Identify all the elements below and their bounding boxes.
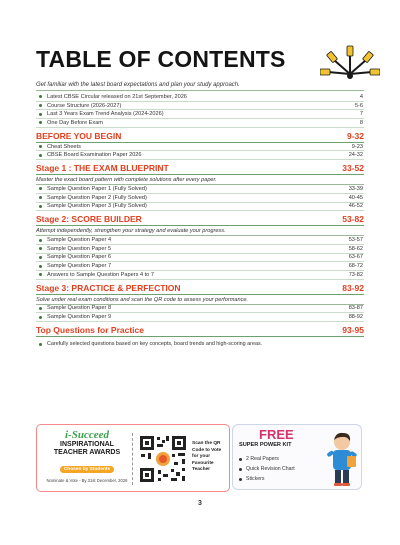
item-label: One Day Before Exam [47,119,103,126]
intro-text: Get familiar with the latest board expectations and plan your study approach. [36,82,364,91]
item-page: 73-82 [348,271,363,278]
list-item[interactable] [36,102,364,111]
bullet-icon [39,121,42,124]
section-title: Stage 2: SCORE BUILDER [36,214,142,225]
list-item [239,454,295,464]
award-info [43,429,131,483]
dashed-divider [132,433,133,485]
item-label: Sample Question Paper 2 (Fully Solved) [47,194,147,201]
item-page: 63-67 [348,254,363,261]
super-power-kit-card[interactable] [232,424,362,490]
kit-item-label: Quick Revision Chart [246,466,295,472]
item-page: 46-52 [348,203,363,210]
list-item [239,464,295,474]
list-item[interactable] [36,110,364,119]
bullet-icon [39,205,42,208]
section-subtitle: Solve under real exam conditions and scan the QR code to assess your performance. [36,295,364,305]
item-label: Latest CBSE Circular released on 21st September, 2026 [47,93,187,100]
bullet-icon [39,256,42,259]
item-page: 5-6 [354,102,363,109]
nominate-text: Nominate & Vote - By 31st December, 2026 [46,478,128,483]
usb-cables-illustration [320,34,380,84]
list-item[interactable] [36,203,364,212]
bullet-icon [39,145,42,148]
item-label: Cheat Sheets [47,143,81,150]
list-item[interactable] [36,262,364,271]
bullet-icon [239,458,242,461]
item-label: Sample Question Paper 5 [47,245,112,252]
student-illustration [323,430,361,488]
bullet-icon [39,113,42,116]
item-label: CBSE Board Examination Paper 2026 [47,152,142,159]
list-item[interactable] [36,245,364,254]
section-title: Top Questions for Practice [36,325,145,335]
page-number: 3 [198,500,202,507]
kit-subtitle: SUPER POWER KIT [239,442,292,448]
list-item[interactable] [36,143,364,152]
bullet-icon [39,104,42,107]
bullet-icon [39,154,42,157]
kit-item-label: 2 Real Papers [246,456,279,462]
list-item[interactable] [36,305,364,314]
brand-logo: i-Succeed [65,429,109,441]
list-item[interactable] [36,119,364,128]
award-title-line1: INSPIRATIONAL [60,441,114,448]
intro-list [36,93,364,128]
bullet-icon [39,265,42,268]
item-label: Sample Question Paper 1 (Fully Solved) [47,185,147,192]
toc [36,82,364,349]
bullet-icon [39,316,42,319]
page-title: TABLE OF CONTENTS [36,46,286,72]
item-page: 83-87 [348,305,363,312]
list-item[interactable] [36,93,364,102]
section-stage-1[interactable] [36,163,364,175]
section-title: BEFORE YOU BEGIN [36,130,122,141]
chosen-badge: Chosen by Students [60,466,114,473]
item-page: 68-72 [348,263,363,270]
bullet-icon [39,247,42,250]
list-item[interactable] [36,313,364,322]
bullet-icon [39,239,42,242]
note-text: Carefully selected questions based on key concepts, board trends and high-scoring areas. [47,341,263,347]
scan-instruction: Scan the QR Code to Vote for your Favourite Teacher [192,441,222,472]
item-page: 24-32 [348,152,363,159]
section-before-you-begin[interactable] [36,131,364,143]
bullet-icon [39,95,42,98]
section-pages: 33-52 [342,163,364,174]
item-label: Sample Question Paper 9 [47,314,112,321]
item-label: Sample Question Paper 6 [47,254,112,261]
bullet-icon [239,478,242,481]
bullet-icon [39,187,42,190]
item-label: Sample Question Paper 4 [47,237,112,244]
bullet-icon [39,273,42,276]
teacher-awards-banner[interactable] [36,424,230,492]
section-pages: 9-32 [346,130,364,141]
item-page: 9-23 [351,143,363,150]
list-item[interactable] [36,151,364,160]
item-page: 33-39 [348,185,363,192]
item-page: 8 [359,119,363,126]
top-questions-note [36,339,364,349]
section-stage-3[interactable] [36,283,364,295]
item-page: 40-45 [348,194,363,201]
section-title: Stage 1 : THE EXAM BLUEPRINT [36,163,169,174]
item-label: Sample Question Paper 7 [47,263,112,270]
list-item[interactable] [36,185,364,194]
item-page: 53-57 [348,237,363,244]
list-item[interactable] [36,194,364,203]
section-subtitle: Attempt independently, strengthen your strategy and evaluate your progress. [36,226,364,236]
item-label: Course Structure (2026-2027) [47,102,122,109]
bullet-icon [39,196,42,199]
item-page: 7 [359,111,363,118]
qr-code-icon[interactable] [138,434,188,484]
section-stage-2[interactable] [36,214,364,226]
list-item[interactable] [36,271,364,280]
item-label: Sample Question Paper 3 (Fully Solved) [47,203,147,210]
bullet-icon [239,468,242,471]
section-subtitle: Master the exact board pattern with complete solutions after every paper. [36,175,364,185]
list-item[interactable] [36,236,364,245]
item-page: 88-92 [348,314,363,321]
list-item [239,474,295,484]
item-label: Answers to Sample Question Papers 4 to 7 [47,271,154,278]
free-label: FREE [259,427,294,442]
bullet-icon [39,307,42,310]
item-page: 4 [359,93,363,100]
award-title-line2: TEACHER AWARDS [53,449,121,456]
bullet-icon [39,343,42,346]
section-pages: 53-82 [342,214,364,225]
kit-list [239,454,295,484]
section-top-questions[interactable] [36,325,364,337]
item-page: 58-62 [348,245,363,252]
section-pages: 83-92 [342,282,364,293]
list-item[interactable] [36,254,364,263]
kit-item-label: Stickers [246,476,265,482]
item-label: Last 3 Years Exam Trend Analysis (2024-2026) [47,111,164,118]
section-title: Stage 3: PRACTICE & PERFECTION [36,282,181,293]
item-label: Sample Question Paper 8 [47,305,112,312]
section-pages: 93-95 [342,325,364,335]
